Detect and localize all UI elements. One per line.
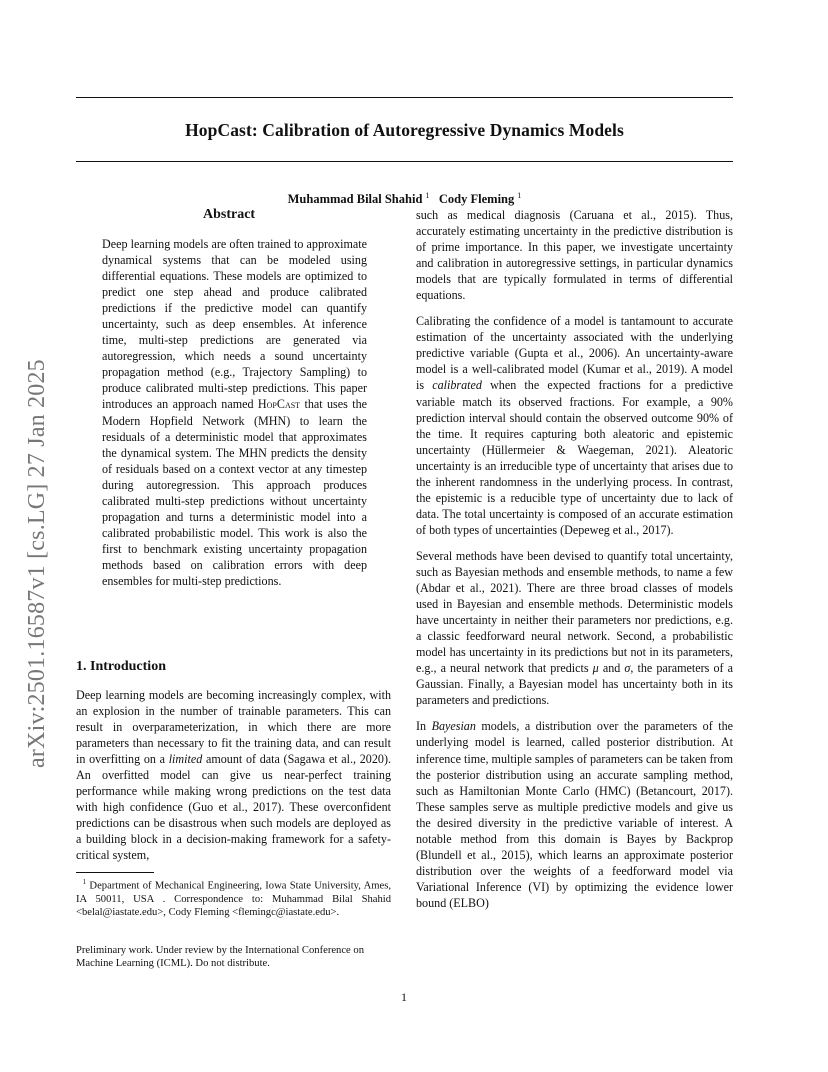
paragraph-part: when the expected fractions for a predictive variable match its observed fractions. For example, a 90% prediction interval should contain the observed outcome 90% of the time. It requires capturing both aleatoric and epistemic uncertainty (Hüllermeier & Waegeman, 2021). Aleatoric uncertainty is an irreducible type of uncertainty that arises due to the inherent randomness in the underlying process. In contrast, the epistemic is a reducible type of uncertainty due to lack of data. The total uncertainty is composed of an accurate estimation of both types of uncertainties (Depeweg et al., 2017). — [416, 378, 733, 537]
intro-text-part: amount of data (Sagawa et al., 2020). An overfitted model can give us near-perfect training performance while making wrong predictions on the test data with high confidence (Guo et al., 2017). These overconfident predictions can be disastrous when such models are deployed as a building block in a decision-making framework for a safety-critical system, — [76, 752, 391, 863]
emphasis: Bayesian — [431, 719, 476, 734]
footnote-text: Department of Mechanical Engineering, Iowa State University, Ames, IA 50011, USA . Correspondence to: Muhammad Bilal Shahid <belal@iastate.edu>, Cody Fleming <flemingc@iastate.edu>. — [76, 880, 392, 919]
abstract-text-part: that uses the Modern Hopfield Network (MHN) to learn the residuals of a deterministic model that approximates the dynamical system. The MHN predicts the density of residuals based on a context vector at any timestep during autoregression. This approach produces calibrated multi-step predictions without uncertainty propagation and turns a deterministic model into a calibrated probabilistic model. This work is also the first to benchmark existing uncertainty propagation methods based on calibration errors with deep ensembles for multi-step predictions. — [102, 397, 367, 588]
title-top-rule — [76, 97, 733, 98]
paragraph — [416, 313, 733, 538]
paragraph-part: models, a distribution over the parameters of the underlying model is learned, called posterior distribution. At inference time, multiple samples of parameters can be taken from the posterior distribution using an accurate sampling method, such as Hamiltonian Monte Carlo (HMC) (Betancourt, 2017). These samples serve as multiple predictive models and give us the desired diversity in the predictive variable of interest. A notable method from this domain is Bayes by Backprop (Blundell et al., 2015), which learns an approximate posterior distribution over the weights of a feedforward model via Variational Inference (VI) by optimizing the evidence lower bound (ELBO) — [416, 719, 733, 910]
author-affiliation-mark: 1 — [517, 191, 522, 200]
math-sigma: σ — [624, 661, 631, 676]
paragraph-part: , the parameters of a Gaussian. Finally, a Bayesian model has uncertainty both in its parameters and predictions. — [416, 661, 733, 708]
preliminary-notice: Preliminary work. Under review by the International Conference on Machine Learning (ICML). Do not distribute. — [76, 945, 364, 970]
footnote — [76, 876, 391, 920]
title-bottom-rule — [76, 161, 733, 162]
footnote-rule — [76, 872, 154, 873]
paragraph-part: Calibrating the confidence of a model is tantamount to accurate estimation of the uncertainty associated with the underlying predictive variable (Gupta et al., 2006). An uncertainty-aware model is a well-calibrated model (Kumar et al., 2019). A model is — [416, 314, 733, 393]
emphasis: calibrated — [432, 378, 482, 393]
introduction-text — [76, 687, 391, 864]
footnote-mark: 1 — [82, 878, 87, 886]
paragraph-part: In — [416, 719, 432, 734]
introduction-heading: 1. Introduction — [76, 659, 166, 674]
math-mu: μ — [592, 661, 599, 676]
paragraph — [416, 548, 733, 708]
method-name: HopCast — [257, 397, 301, 412]
author-affiliation-mark: 1 — [425, 191, 430, 200]
paragraph: such as medical diagnosis (Caruana et al., 2015). Thus, accurately estimating uncertainty in the predictive distribution is of prime importance. In this paper, we investigate uncertainty and calibration in autoregressive settings, in particular dynamics models that are typically formulated in terms of differential equations. — [416, 208, 733, 303]
paragraph-part: Several methods have been devised to quantify total uncertainty, such as Bayesian methods and ensemble methods, to name a few (Abdar et al., 2021). There are three broad classes of models used in Bayesian and ensemble methods. Deterministic models have uncertainty in neither their parameters nor predictions, e.g. a classic feedforward neural network. Second, a probabilistic model has uncertainty in its predictions but not in its parameters, e.g., a neural network that predicts — [416, 548, 733, 676]
abstract-text — [102, 236, 367, 589]
arxiv-stamp: arXiv:2501.16587v1 [cs.LG] 27 Jan 2025 — [24, 359, 50, 768]
paragraph-part: and — [598, 661, 625, 676]
paper-title: HopCast: Calibration of Autoregressive Dynamics Models — [185, 120, 624, 140]
abstract-heading: Abstract — [203, 207, 256, 222]
author-line — [76, 191, 733, 207]
author-name: Cody Fleming — [438, 192, 515, 207]
intro-text-part: Deep learning models are becoming increasingly complex, with an explosion in the number of trainable parameters. This can result in overparameterization, in which there are more parameters than necessary to fit the training data, and can result in overfitting on a — [76, 688, 391, 767]
emphasis: limited — [168, 752, 203, 767]
paragraph — [416, 718, 733, 911]
abstract-text-part: Deep learning models are often trained to approximate dynamical systems that can be modeled using differential equations. These models are optimized to predict one step ahead and produce calibrated predictions if the predictive model can quantify uncertainty, such as deep ensembles. At inference time, multi-step predictions are generated via autoregression, which needs a sound uncertainty propagation method (e.g., Trajectory Sampling) to produce calibrated multi-step predictions. This paper introduces an approach named — [102, 237, 367, 412]
author-name: Muhammad Bilal Shahid — [287, 192, 423, 207]
right-column-text — [416, 207, 733, 921]
page-number: 1 — [401, 990, 407, 1004]
